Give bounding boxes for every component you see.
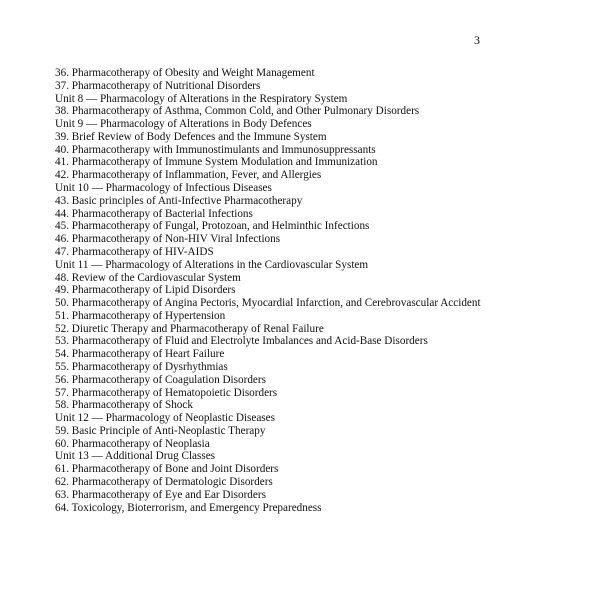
- toc-entry: 62. Pharmacotherapy of Dermatologic Disorders: [55, 476, 273, 488]
- toc-entry: 54. Pharmacotherapy of Heart Failure: [55, 348, 225, 361]
- toc-unit-heading: Unit 13 — Additional Drug Classes: [55, 450, 216, 463]
- toc-unit-heading: Unit 9 — Pharmacology of Alterations in Body Defences: [55, 118, 312, 131]
- toc-entry: 49. Pharmacotherapy of Lipid Disorders: [55, 284, 236, 297]
- toc-entry: 52. Diuretic Therapy and Pharmacotherapy of Renal Failure: [55, 322, 324, 335]
- toc-entry: 46. Pharmacotherapy of Non-HIV Viral Infections: [55, 233, 281, 246]
- toc-entry: 61. Pharmacotherapy of Bone and Joint Disorders: [55, 463, 279, 476]
- toc-unit-heading: Unit 11 — Pharmacology of Alterations in the Cardiovascular System: [55, 258, 369, 271]
- toc-entry: 39. Brief Review of Body Defences and the Immune System: [55, 130, 327, 143]
- toc-entry: 63. Pharmacotherapy of Eye and Ear Disorders: [55, 488, 266, 501]
- toc-entry: 42. Pharmacotherapy of Inflammation, Fever, and Allergies: [55, 169, 322, 182]
- toc-entry: 56. Pharmacotherapy of Coagulation Disorders: [55, 373, 266, 386]
- toc-unit-heading: Unit 8 — Pharmacology of Alterations in the Respiratory System: [55, 92, 348, 105]
- toc-entry: 43. Basic principles of Anti-Infective Pharmacotherapy: [55, 194, 303, 207]
- toc-entry: 57. Pharmacotherapy of Hematopoietic Disorders: [55, 386, 278, 399]
- toc-entry: 41. Pharmacotherapy of Immune System Modulation and Immunization: [55, 156, 378, 169]
- toc-entry: 55. Pharmacotherapy of Dysrhythmias: [55, 360, 228, 373]
- toc-entry: 50. Pharmacotherapy of Angina Pectoris, Myocardial Infarction, and Cerebrovascular Accident: [55, 297, 481, 310]
- page-number: 3: [474, 33, 480, 47]
- toc-entry: 64. Toxicology, Bioterrorism, and Emergency Preparedness: [55, 501, 322, 514]
- toc-entry: 58. Pharmacotherapy of Shock: [55, 399, 193, 412]
- toc-entry: 48. Review of the Cardiovascular System: [55, 271, 241, 284]
- toc-unit-heading: Unit 12 — Pharmacology of Neoplastic Diseases: [55, 412, 275, 425]
- toc-entry: 44. Pharmacotherapy of Bacterial Infections: [55, 207, 253, 220]
- toc-entry: 59. Basic Principle of Anti-Neoplastic Therapy: [55, 424, 266, 437]
- toc-entry: 45. Pharmacotherapy of Fungal, Protozoan, and Helminthic Infections: [55, 220, 370, 233]
- toc-entry: 51. Pharmacotherapy of Hypertension: [55, 309, 226, 322]
- toc-entry: 60. Pharmacotherapy of Neoplasia: [55, 437, 210, 450]
- toc-entry: 36. Pharmacotherapy of Obesity and Weight Management: [55, 67, 315, 79]
- table-of-contents: [55, 67, 481, 514]
- toc-entry: 40. Pharmacotherapy with Immunostimulants and Immunosuppressants: [55, 143, 376, 156]
- toc-entry: 47. Pharmacotherapy of HIV-AIDS: [55, 245, 214, 258]
- toc-entry: 53. Pharmacotherapy of Fluid and Electrolyte Imbalances and Acid-Base Disorders: [55, 335, 428, 348]
- toc-entry: 38. Pharmacotherapy of Asthma, Common Cold, and Other Pulmonary Disorders: [55, 105, 420, 118]
- toc-entry: 37. Pharmacotherapy of Nutritional Disorders: [55, 79, 261, 92]
- toc-unit-heading: Unit 10 — Pharmacology of Infectious Diseases: [55, 182, 272, 195]
